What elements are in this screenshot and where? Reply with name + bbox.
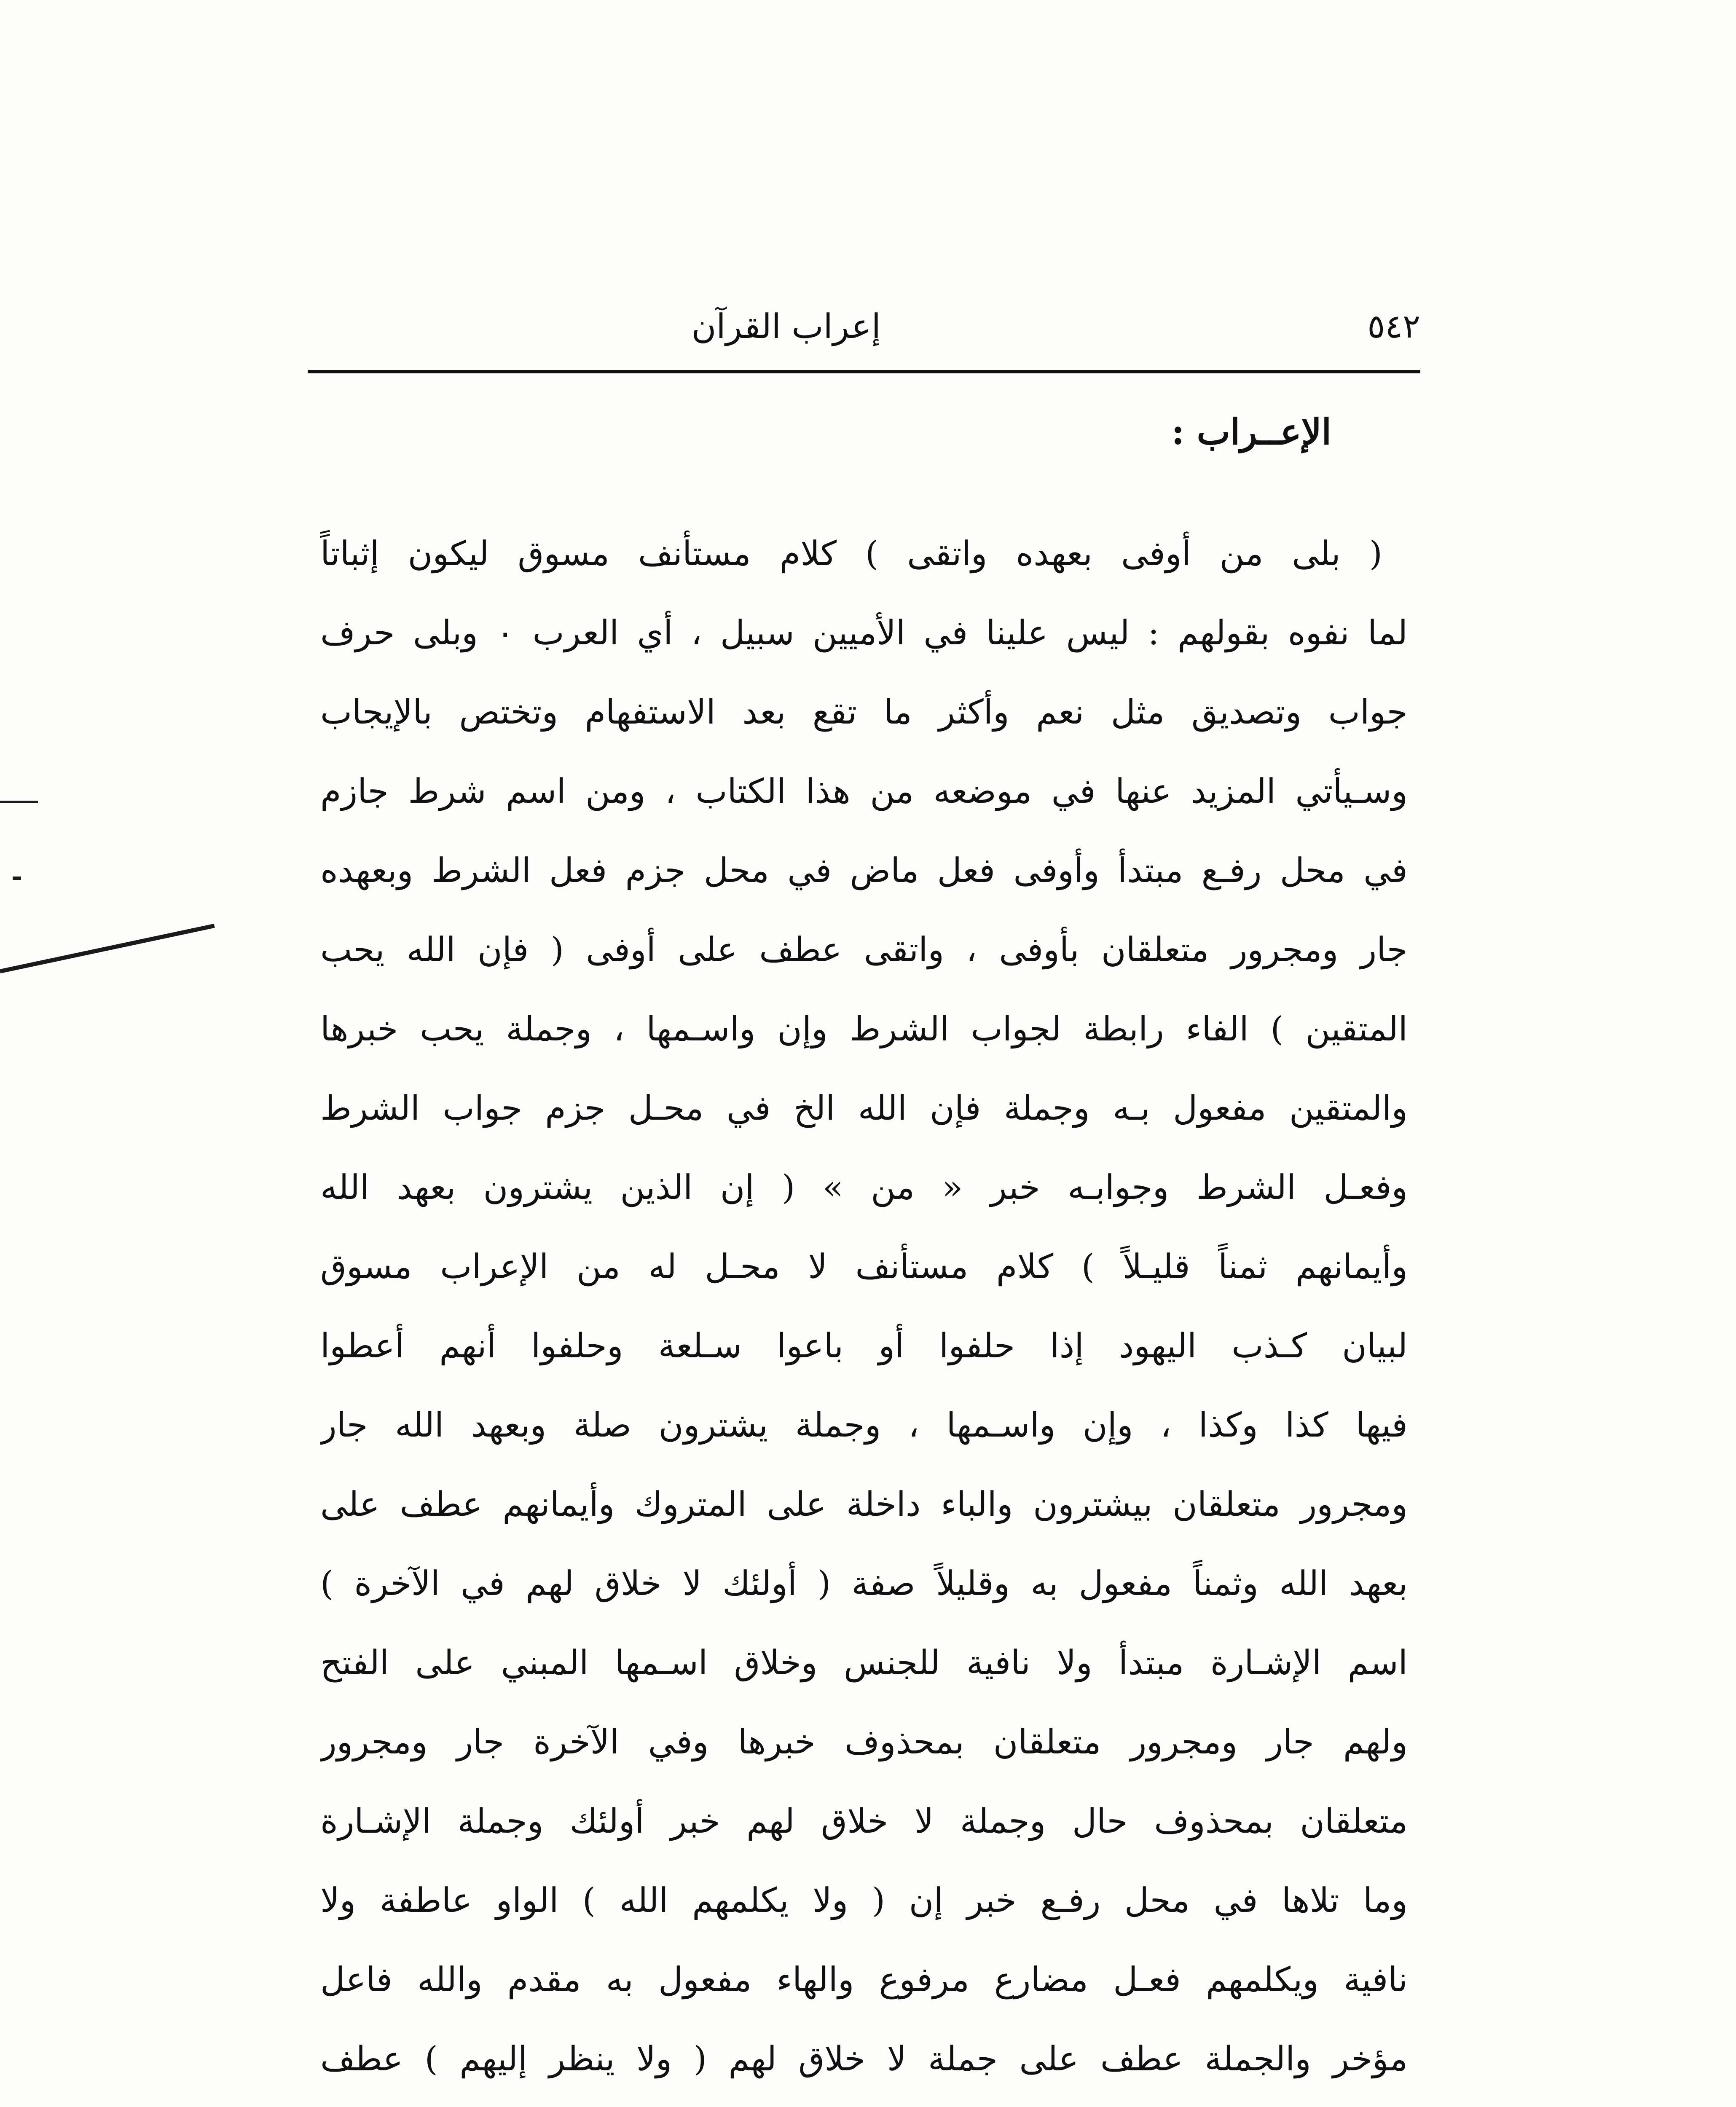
- margin-scan-mark: [13, 877, 21, 880]
- section-heading: الإعــراب :: [1171, 411, 1331, 453]
- body-text: [320, 514, 1408, 2107]
- text-line: فيها كذا وكذا ، وإن واسـمها ، وجملة يشترون صلة وبعهد الله جار: [320, 1405, 1408, 1445]
- text-line: [320, 2099, 1408, 2107]
- running-title: إعراب القرآن: [691, 307, 881, 346]
- text-line: ( بلى من أوفى بعهده واتقى ) كلام مستأنف مسوق ليكون إثباتاً: [320, 534, 1382, 573]
- text-line: جواب وتصديق مثل نعم وأكثر ما تقع بعد الاستفهام وتختص بالإيجاب: [320, 692, 1408, 732]
- text-line: اسم الإشـارة مبتدأ ولا نافية للجنس وخلاق اسـمها المبني على الفتح: [320, 1643, 1408, 1682]
- text-line: بعهد الله وثمناً مفعول به وقليلاً صفة ( أولئك لا خلاق لهم في الآخرة ): [320, 1564, 1408, 1603]
- text-line: ولهم جار ومجرور متعلقان بمحذوف خبرها وفي الآخرة جار ومجرور: [320, 1722, 1408, 1761]
- text-line: ومجرور متعلقان بيشترون والباء داخلة على المتروك وأيمانهم عطف على: [320, 1485, 1408, 1524]
- text-line: جار ومجرور متعلقان بأوفى ، واتقى عطف على أوفى ( فإن الله يحب: [320, 930, 1408, 969]
- text-line: المتقين ) الفاء رابطة لجواب الشرط وإن واسـمها ، وجملة يحب خبرها: [320, 1009, 1408, 1048]
- text-line: مؤخر والجملة عطف على جملة لا خلاق لهم ( ولا ينظر إليهم ) عطف: [320, 2039, 1408, 2078]
- text-line: نافية ويكلمهم فعـل مضارع مرفوع والهاء مفعول به مقدم والله فاعل: [320, 1960, 1408, 1999]
- text-line: لبيان كـذب اليهود إذا حلفوا أو باعوا سـلعة وحلفوا أنهم أعطوا: [320, 1326, 1408, 1365]
- text-line: في محل رفـع مبتدأ وأوفى فعل ماض في محل جزم فعل الشرط وبعهده: [320, 851, 1408, 890]
- page-number: ٥٤٢: [1367, 308, 1420, 346]
- header-rule: [308, 370, 1420, 373]
- text-line: وفعـل الشرط وجوابـه خبر « من » ( إن الذين يشترون بعهد الله: [320, 1168, 1408, 1207]
- text-line: لما نفوه بقولهم : ليس علينا في الأميين سبيل ، أي العرب ٠ وبلى حرف: [320, 613, 1408, 652]
- text-line: وأيمانهم ثمناً قليـلاً ) كلام مستأنف لا محـل له من الإعراب مسوق: [320, 1247, 1408, 1286]
- margin-scan-mark: [0, 801, 38, 803]
- text-line: وما تلاها في محل رفـع خبر إن ( ولا يكلمهم الله ) الواو عاطفة ولا: [320, 1881, 1408, 1920]
- text-line: والمتقين مفعول بـه وجملة فإن الله الخ في محـل جزم جواب الشرط: [320, 1088, 1408, 1128]
- margin-scan-mark: [0, 924, 215, 973]
- text-line: متعلقان بمحذوف حال وجملة لا خلاق لهم خبر أولئك وجملة الإشـارة: [320, 1801, 1408, 1841]
- page-header: [308, 303, 1420, 350]
- text-line: وسـيأتي المزيد عنها في موضعه من هذا الكتاب ، ومن اسم شرط جازم: [320, 772, 1408, 811]
